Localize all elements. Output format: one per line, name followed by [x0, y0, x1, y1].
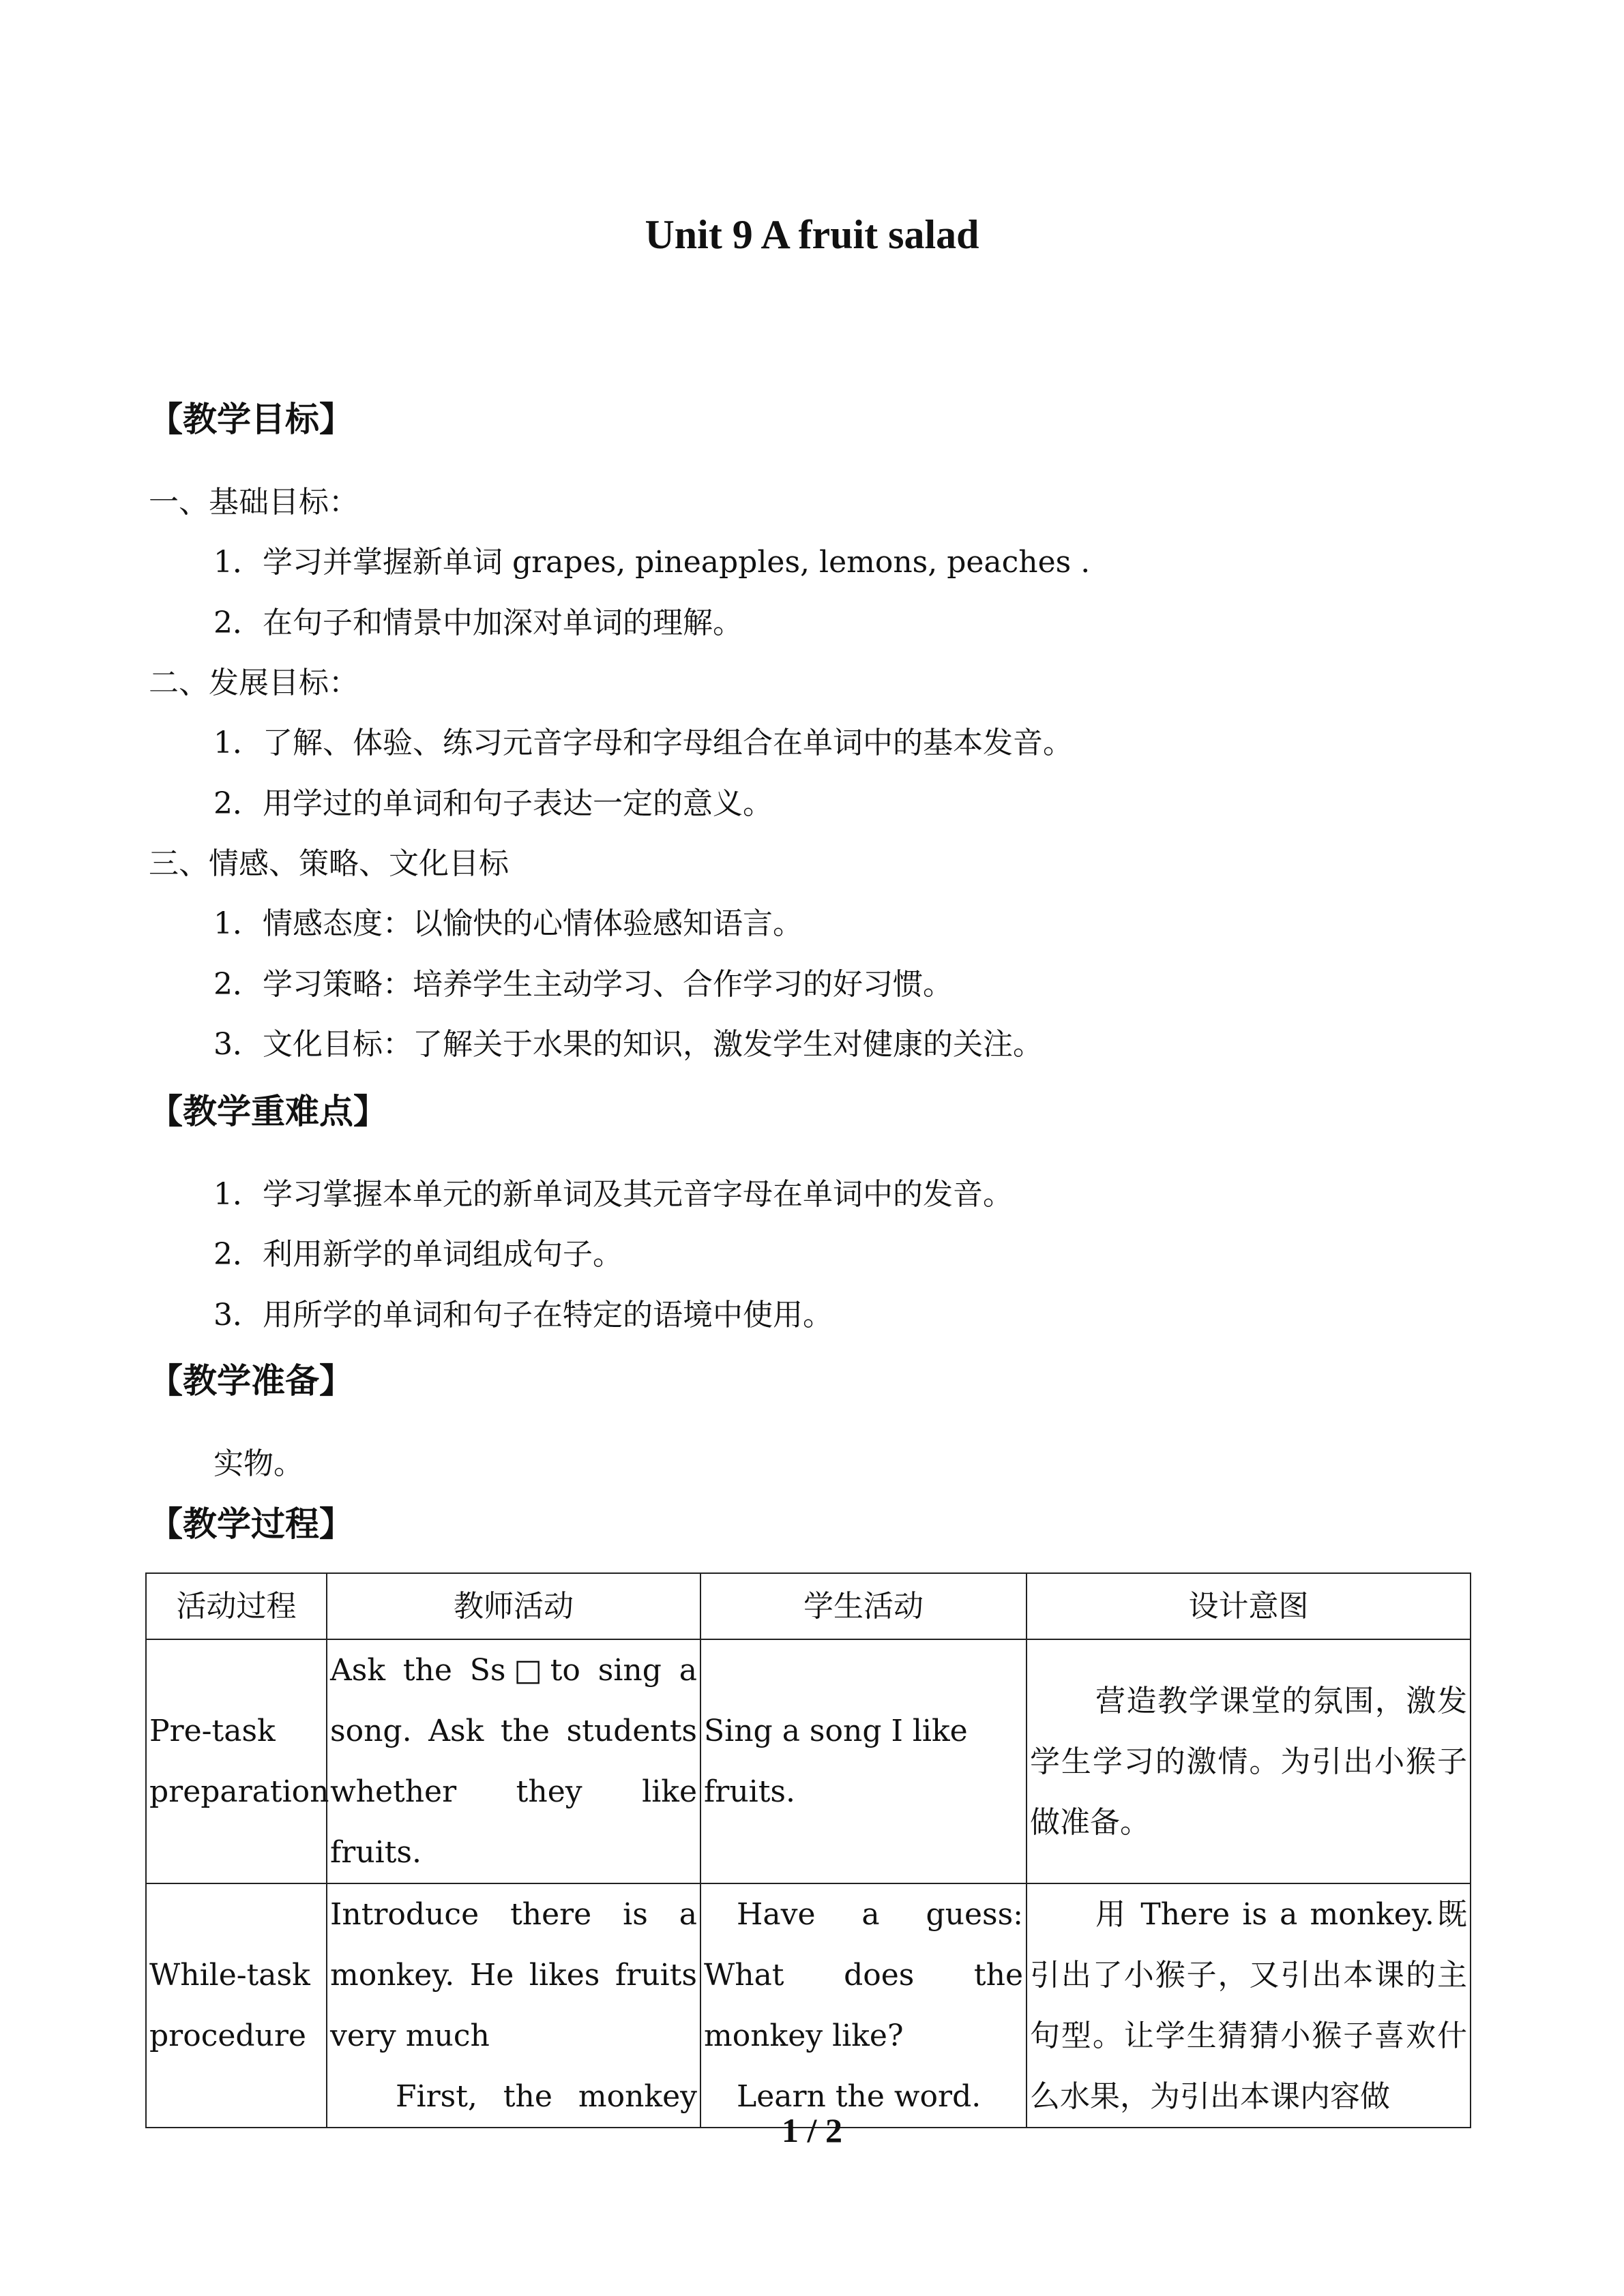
- section-heading-process: 【教学过程】: [149, 1504, 353, 1544]
- cell-design-intent: 营造教学课堂的氛围，激发学生学习的激情。为引出小猴子做准备。: [1027, 1639, 1471, 1883]
- objective-basic-1: 1．学习并掌握新单词 grapes, pineapples, lemons, peaches .: [213, 545, 1091, 580]
- objective-dev-1: 1．了解、体验、练习元音字母和字母组合在单词中的基本发音。: [213, 726, 1073, 760]
- objective-emotion-2: 2．学习策略：培养学生主动学习、合作学习的好习惯。: [213, 967, 953, 1002]
- key-point-1: 1．学习掌握本单元的新单词及其元音字母在单词中的发音。: [213, 1177, 1013, 1212]
- table-header-teacher: 教师活动: [327, 1573, 700, 1639]
- page-title: Unit 9 A fruit salad: [645, 212, 979, 257]
- table-header-intent: 设计意图: [1027, 1573, 1471, 1639]
- teacher-activity-line: Introduce there is a monkey. He likes fruits very much: [330, 1897, 697, 2053]
- cell-stage: While-task procedure: [146, 1883, 327, 2128]
- student-activity-line: Learn the word.: [737, 2079, 981, 2114]
- objective-dev-heading: 二、发展目标：: [149, 666, 359, 700]
- section-heading-key-points: 【教学重难点】: [149, 1092, 387, 1131]
- section-heading-preparation: 【教学准备】: [149, 1361, 353, 1401]
- table-header-stage: 活动过程: [146, 1573, 327, 1639]
- cell-stage: Pre-task preparation: [146, 1639, 327, 1883]
- objective-basic-2: 2．在句子和情景中加深对单词的理解。: [213, 606, 743, 640]
- objective-dev-2: 2．用学过的单词和句子表达一定的意义。: [213, 786, 773, 821]
- cell-design-intent: 用 There is a monkey.既引出了小猴子，又引出本课的主句型。让学生猜猜小猴子喜欢什么水果，为引出本课内容做: [1027, 1883, 1471, 2128]
- table-row: [146, 1883, 1471, 2128]
- cell-student-activity: Sing a song I like fruits.: [700, 1639, 1027, 1883]
- table-row: [146, 1639, 1471, 1883]
- objective-emotion-3: 3．文化目标：了解关于水果的知识，激发学生对健康的关注。: [213, 1027, 1043, 1062]
- objective-basic-heading: 一、基础目标：: [149, 485, 359, 520]
- cell-student-activity: [700, 1883, 1027, 2128]
- table-header-row: [146, 1573, 1471, 1639]
- table-header-student: 学生活动: [700, 1573, 1027, 1639]
- cell-teacher-activity: Ask the Ss□to sing a song. Ask the students whether they like fruits.: [327, 1639, 700, 1883]
- process-table: [145, 1572, 1471, 2128]
- section-heading-objectives: 【教学目标】: [149, 400, 353, 439]
- key-point-3: 3．用所学的单词和句子在特定的语境中使用。: [213, 1298, 833, 1332]
- page-number: 1 / 2: [782, 2111, 842, 2149]
- preparation-text: 实物。: [213, 1446, 304, 1481]
- student-activity-line: Have a guess: What does the monkey like?: [704, 1897, 1023, 2053]
- objective-emotion-1: 1．情感态度：以愉快的心情体验感知语言。: [213, 906, 803, 941]
- teacher-activity-line: First, the monkey: [396, 2079, 697, 2114]
- objective-emotion-heading: 三、情感、策略、文化目标: [149, 846, 509, 881]
- cell-teacher-activity: [327, 1883, 700, 2128]
- key-point-2: 2．利用新学的单词组成句子。: [213, 1237, 623, 1272]
